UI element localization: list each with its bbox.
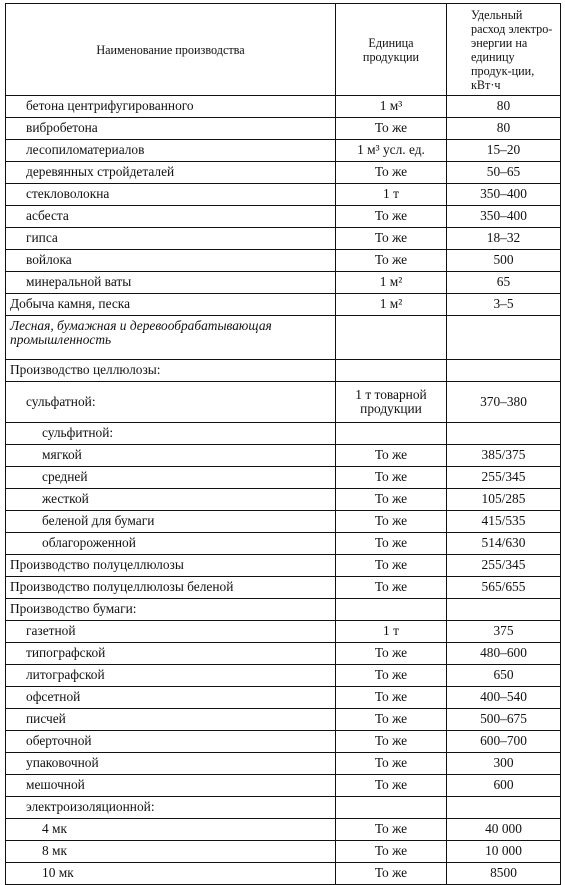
row-value [447,316,561,360]
row-value: 15–20 [447,140,561,162]
row-unit: То же [336,228,447,250]
row-name: стекловолокна [6,184,336,206]
table-row [6,643,561,665]
table-row [6,382,561,423]
row-unit: 1 т [336,621,447,643]
row-value: 300 [447,753,561,775]
row-name: средней [6,467,336,489]
row-unit: То же [336,753,447,775]
table-row [6,360,561,382]
row-value: 105/285 [447,489,561,511]
table-row [6,687,561,709]
table-row [6,445,561,467]
row-unit: То же [336,841,447,863]
row-name: Производство полуцеллюлозы беленой [6,577,336,599]
row-value: 3–5 [447,294,561,316]
table-row [6,819,561,841]
row-unit: 1 м³ усл. ед. [336,140,447,162]
table-row [6,599,561,621]
row-value [447,423,561,445]
row-unit [336,316,447,360]
table-row [6,555,561,577]
row-unit [336,797,447,819]
row-value [447,797,561,819]
table-row [6,294,561,316]
row-name: оберточной [6,731,336,753]
row-value: 415/535 [447,511,561,533]
row-unit: То же [336,731,447,753]
row-name: электроизоляционной: [6,797,336,819]
row-name: Добыча камня, песка [6,294,336,316]
section-row [6,316,561,360]
table-row [6,228,561,250]
row-value: 8500 [447,863,561,885]
table-row [6,423,561,445]
row-unit: То же [336,250,447,272]
table-row [6,665,561,687]
row-unit: То же [336,118,447,140]
row-name: 8 мк [6,841,336,863]
row-unit: 1 т [336,184,447,206]
row-unit: То же [336,709,447,731]
row-name: гипса [6,228,336,250]
row-value: 350–400 [447,206,561,228]
row-value: 350–400 [447,184,561,206]
header-unit: Единица продукции [336,4,447,96]
row-value: 500–675 [447,709,561,731]
row-value: 480–600 [447,643,561,665]
table-row [6,621,561,643]
row-value: 600–700 [447,731,561,753]
row-value: 370–380 [447,382,561,423]
row-value: 255/345 [447,467,561,489]
row-value: 650 [447,665,561,687]
row-value: 50–65 [447,162,561,184]
row-unit: То же [336,511,447,533]
row-name: упаковочной [6,753,336,775]
table-row [6,731,561,753]
energy-consumption-table [5,3,561,885]
table-row [6,489,561,511]
row-name: писчей [6,709,336,731]
row-value: 40 000 [447,819,561,841]
row-unit [336,360,447,382]
header-energy-rate: Удельный расход электро-энергии на единицу продук-ции, кВт·ч [447,4,561,96]
table-row [6,511,561,533]
row-value: 565/655 [447,577,561,599]
row-value: 10 000 [447,841,561,863]
row-unit: 1 м² [336,272,447,294]
row-value: 385/375 [447,445,561,467]
row-value: 255/345 [447,555,561,577]
table-row [6,118,561,140]
header-production-name: Наименование производства [6,4,336,96]
table-row [6,96,561,118]
row-value: 375 [447,621,561,643]
row-unit: То же [336,687,447,709]
table-row [6,863,561,885]
row-name: жесткой [6,489,336,511]
row-name: сульфитной: [6,423,336,445]
table-row [6,140,561,162]
row-value: 18–32 [447,228,561,250]
row-name: Производство бумаги: [6,599,336,621]
row-unit: То же [336,819,447,841]
row-value: 514/630 [447,533,561,555]
row-unit: То же [336,665,447,687]
row-name: мягкой [6,445,336,467]
table-header-row [6,4,561,96]
table-row [6,467,561,489]
table-row [6,250,561,272]
row-name: офсетной [6,687,336,709]
row-name: литографской [6,665,336,687]
row-unit [336,599,447,621]
table-row [6,184,561,206]
row-unit: То же [336,643,447,665]
row-value: 80 [447,118,561,140]
row-unit: 1 т товарной продукции [336,382,447,423]
row-unit: То же [336,467,447,489]
row-unit: То же [336,555,447,577]
table-row [6,753,561,775]
row-name: сульфатной: [6,382,336,423]
table-row [6,709,561,731]
table-row [6,841,561,863]
table-row [6,272,561,294]
row-value: 500 [447,250,561,272]
row-name: облагороженной [6,533,336,555]
row-name: 10 мк [6,863,336,885]
row-value: 80 [447,96,561,118]
row-unit: 1 м³ [336,96,447,118]
row-unit: То же [336,206,447,228]
row-name: вибробетона [6,118,336,140]
table-row [6,797,561,819]
row-unit: То же [336,445,447,467]
row-value: 65 [447,272,561,294]
row-name: Производство целлюлозы: [6,360,336,382]
row-unit: То же [336,162,447,184]
row-unit: То же [336,533,447,555]
table-row [6,577,561,599]
section-title: Лесная, бумажная и деревообрабатывающая промышленность [6,316,336,360]
row-name: беленой для бумаги [6,511,336,533]
row-name: лесопиломатериалов [6,140,336,162]
row-unit: 1 м² [336,294,447,316]
table-row [6,162,561,184]
row-value [447,360,561,382]
row-name: минеральной ваты [6,272,336,294]
table-row [6,533,561,555]
row-name: газетной [6,621,336,643]
row-unit [336,423,447,445]
row-value: 600 [447,775,561,797]
row-unit: То же [336,489,447,511]
row-name: 4 мк [6,819,336,841]
row-value: 400–540 [447,687,561,709]
table-row [6,775,561,797]
row-name: деревянных стройдеталей [6,162,336,184]
row-name: бетона центрифугированного [6,96,336,118]
row-unit: То же [336,863,447,885]
row-name: Производство полуцеллюлозы [6,555,336,577]
row-name: мешочной [6,775,336,797]
row-name: асбеста [6,206,336,228]
row-name: типографской [6,643,336,665]
table-row [6,206,561,228]
row-unit: То же [336,775,447,797]
row-value [447,599,561,621]
row-name: войлока [6,250,336,272]
row-unit: То же [336,577,447,599]
